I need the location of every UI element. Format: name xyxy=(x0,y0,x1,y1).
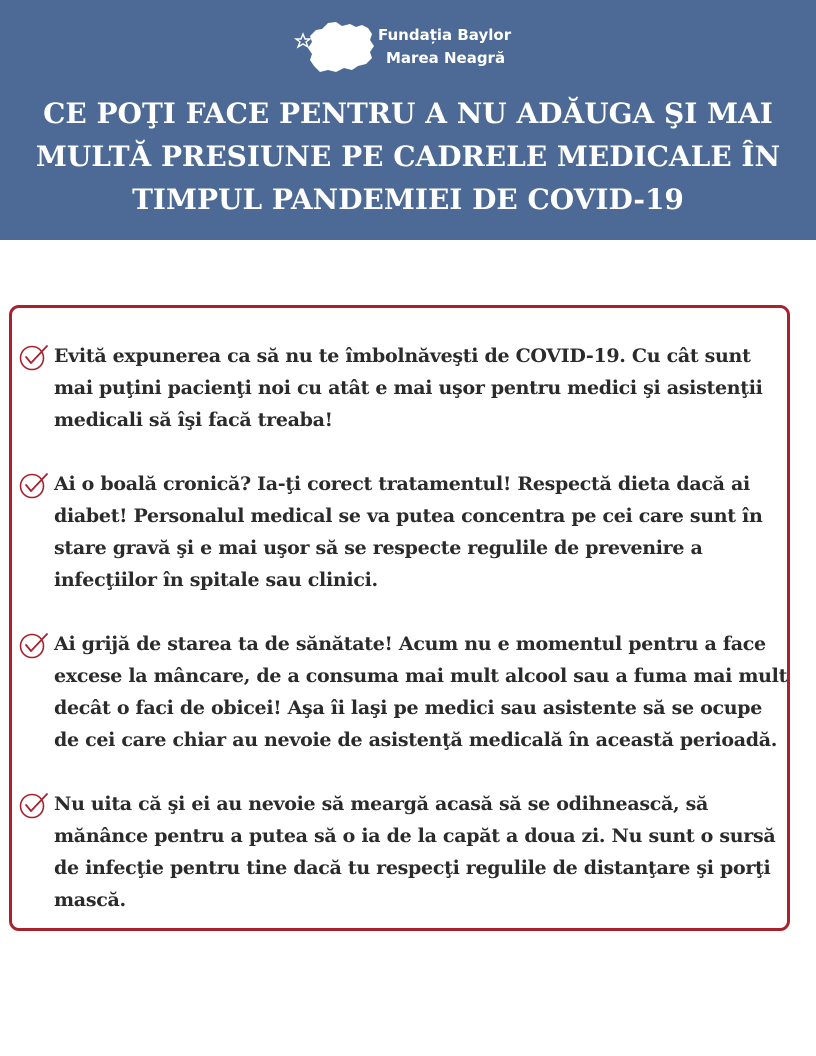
tip-item-4 xyxy=(18,788,790,916)
check-circle-icon xyxy=(18,342,50,372)
tip-item-3 xyxy=(18,628,790,756)
tip-text-1: Evită expunerea ca să nu te îmbolnăveşti de COVID-19. Cu cât sunt mai puţini pacienţi noi cu atât e mai uşor pentru medici şi asistenţii medicali să îşi facă treaba! xyxy=(54,345,763,431)
tip-item-2 xyxy=(18,468,790,596)
logo-text xyxy=(378,24,511,70)
tip-text-2: Ai o boală cronică? Ia-ţi corect tratamentul! Respectă dieta dacă ai diabet! Personalul medical se va putea concentra pe cei care sunt în stare gravă şi e mai uşor să se respecte regulile de prevenire a infecţiilor în spitale sau clinici. xyxy=(54,473,763,591)
header-banner xyxy=(0,0,816,240)
check-circle-icon xyxy=(18,470,50,500)
logo-line-2: Marea Neagră xyxy=(386,49,506,67)
logo-line-1: Fundația Baylor xyxy=(378,26,512,44)
organization-logo xyxy=(292,20,532,76)
tip-text-4: Nu uita că şi ei au nevoie să meargă acasă să se odihnească, să mănânce pentru a putea să o ia de la capăt a doua zi. Nu sunt o sursă de infecţie pentru tine dacă tu respecţi regulile de distanţare şi porţi mască. xyxy=(54,793,776,911)
map-logo-icon xyxy=(292,20,376,76)
page-title: CE POŢI FACE PENTRU A NU ADĂUGA ŞI MAI MULTĂ PRESIUNE PE CADRELE MEDICALE ÎN TIMPUL PANDEMIEI DE COVID-19 xyxy=(35,97,781,216)
tip-text-3: Ai grijă de starea ta de sănătate! Acum nu e momentul pentru a face excese la mâncare, de a consuma mai mult alcool sau a fuma mai mult decât o faci de obicei! Aşa îi laşi pe medici sau asistente să se ocupe de cei care chiar au nevoie de asistenţă medicală în această perioadă. xyxy=(54,633,788,751)
tip-item-1 xyxy=(18,340,790,436)
check-circle-icon xyxy=(18,630,50,660)
tips-card xyxy=(9,305,790,931)
check-circle-icon xyxy=(18,790,50,820)
